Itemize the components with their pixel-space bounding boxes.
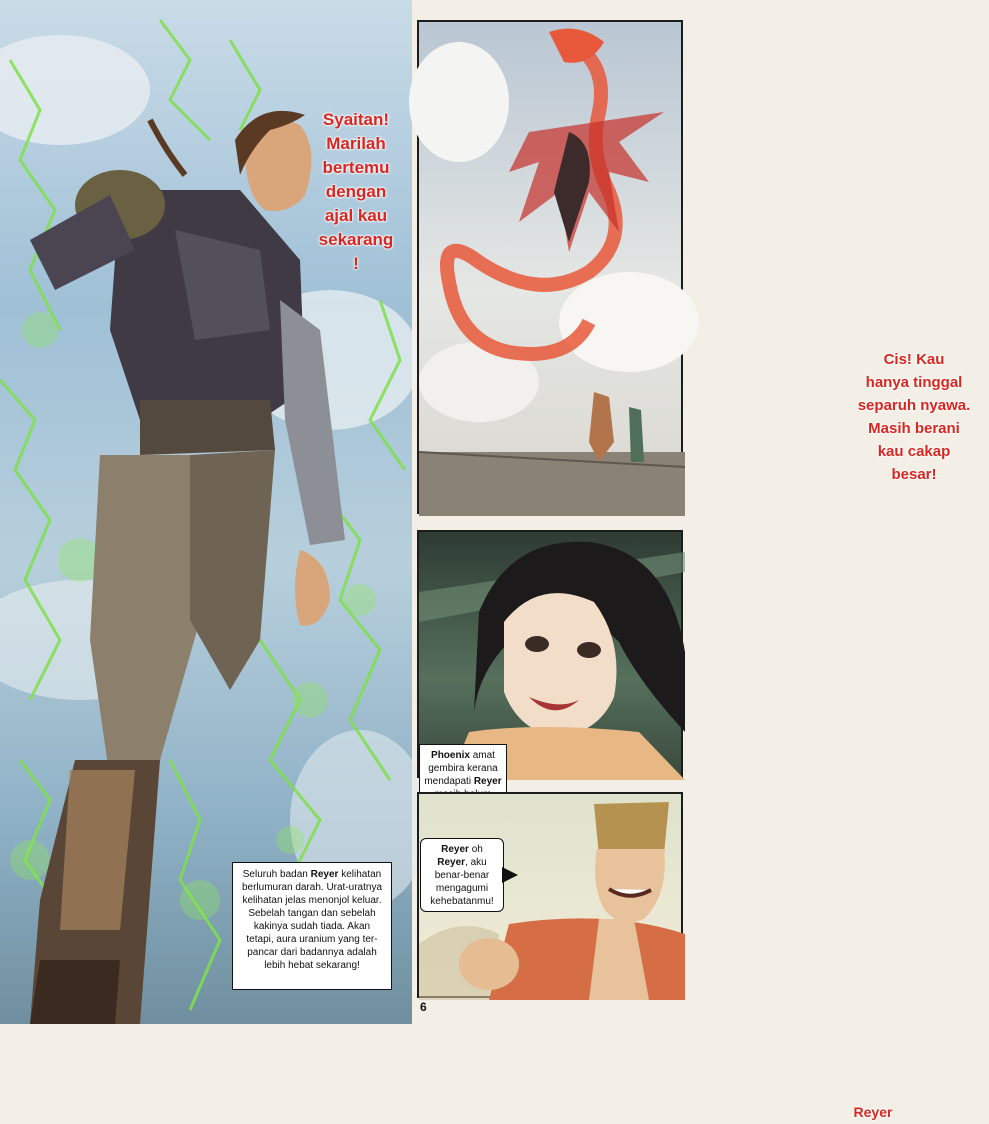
shout-line: separuh nyawa. [857,397,971,414]
shout-line: Masih berani [868,420,960,437]
reyer-shout [300,108,412,276]
shout-line: dengan [325,182,387,201]
shout-line: Syaitan! [322,110,390,129]
shout-line: kau cakap [877,443,951,460]
phoenix-illustration [419,532,685,780]
page-number: 6 [420,1000,427,1014]
speech-bubble-admirer: Reyer oh Reyer, aku benar-benar mengagumi kehebatanmu! [420,838,504,912]
narration-caption-reyer: Seluruh badan Reyer kelihatan berlumuran darah. Urat-uratnya kelihatan jelas menonjol keluar. Sebelah tangan dan sebelah kakinya sudah tiada. Akan tetapi, aura uranium yang ter-pancar dari badannya adalah lebih hebat sekarang! [232,862,392,990]
shout-line: besar! [891,466,937,483]
shout-line: bertemu [322,158,390,177]
speech-bubble-tail [502,867,518,883]
shout-line: ! [353,254,359,273]
shout-line: ajal kau [324,206,388,225]
dragon-illustration [419,22,685,516]
phoenix-shout: Reyer [853,1104,893,1120]
narration-caption-phoenix: Phoenix amat gembira kerana mendapati Reyer [419,744,507,822]
taunt-shout [839,348,989,486]
shout-line: Cis! Kau [883,351,945,368]
panel-dragon-attack [417,20,971,514]
shout-line: hanya tinggal [865,374,963,391]
shout-line: sekarang [318,230,394,249]
shout-line: Marilah [326,134,386,153]
panel-reyer-full [0,0,412,1024]
